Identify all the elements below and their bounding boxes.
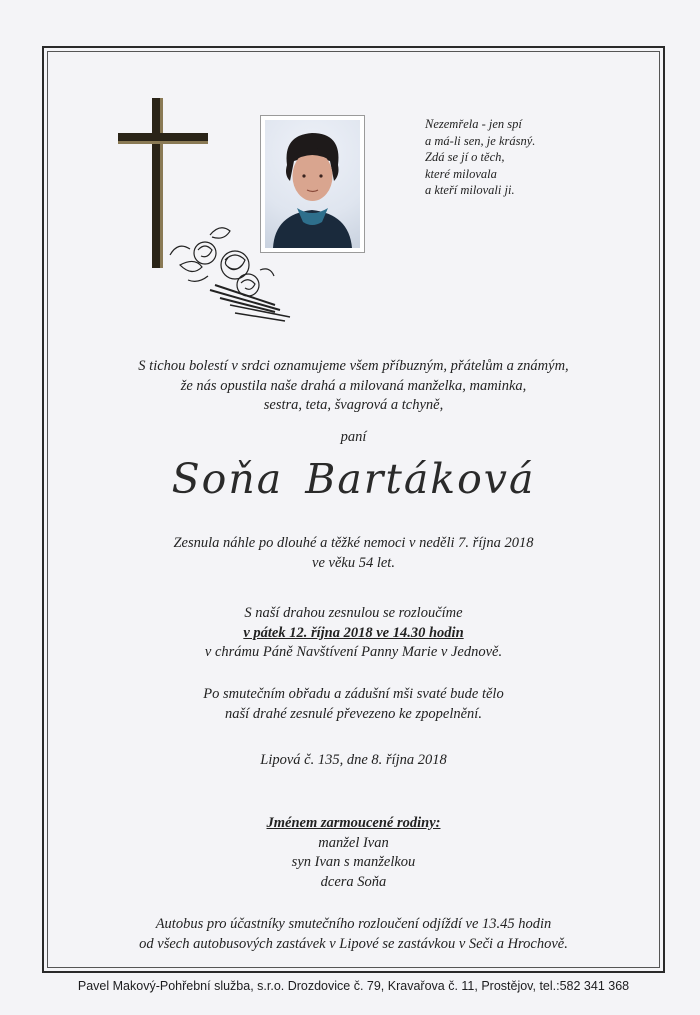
- poem-line: a má-li sen, je krásný.: [425, 133, 536, 148]
- family-member: manžel Ivan: [318, 834, 389, 851]
- poem-line: Zdá se jí o těch,: [425, 150, 505, 164]
- bus-notice-line: Autobus pro účastníky smutečního rozloučení odjíždí ve 13.45 hodin: [155, 916, 552, 932]
- family-member: dcera Soňa: [320, 873, 387, 890]
- poem-line: Nezemřela - jen spí: [425, 117, 522, 131]
- bus-notice: [47, 915, 660, 954]
- announcement-line: sestra, teta, švagrová a tchyně,: [263, 397, 444, 413]
- place-date: Lipová č. 135, dne 8. října 2018: [260, 752, 447, 768]
- farewell: [47, 604, 660, 663]
- announcement: [47, 357, 660, 416]
- farewell-place: v chrámu Páně Navštívení Panny Marie v Jednově.: [204, 644, 503, 660]
- bus-notice-line: od všech autobusových zastávek v Lipové se zastávkou v Seči a Hrochově.: [139, 935, 568, 952]
- announcement-line: že nás opustila naše drahá a milovaná manželka, maminka,: [180, 377, 527, 394]
- poem-line: a kteří milovali ji.: [425, 183, 515, 197]
- family-member: syn Ivan s manželkou: [291, 854, 416, 870]
- death-info: [47, 534, 660, 573]
- deceased-last-name: Bartáková: [305, 455, 536, 503]
- family: [47, 814, 660, 892]
- cremation-line: Po smutečním obřadu a zádušní mši svaté bude tělo: [203, 686, 504, 702]
- funeral-service-footer: Pavel Makový-Pohřební služba, s.r.o. Drozdovice č. 79, Kravařova č. 11, Prostějov, tel.:582 341 368: [77, 979, 630, 993]
- cremation-line: naší drahé zesnulé převezeno ke zpopelnění.: [225, 705, 482, 722]
- portrait-photo: [260, 115, 365, 253]
- deceased-name: [47, 455, 660, 503]
- family-heading: Jménem zarmoucené rodiny:: [266, 815, 441, 831]
- farewell-intro: S naší drahou zesnulou se rozloučíme: [244, 605, 463, 621]
- poem: [425, 116, 605, 199]
- farewell-datetime: v pátek 12. října 2018 ve 14.30 hodin: [243, 624, 464, 641]
- cremation-notice: [47, 685, 660, 724]
- announcement-line: S tichou bolestí v srdci oznamujeme všem příbuzným, přátelům a známým,: [138, 358, 569, 374]
- death-info-line: Zesnula náhle po dlouhé a těžké nemoci v neděli 7. října 2018: [173, 535, 534, 551]
- poem-line: které milovala: [425, 166, 497, 181]
- deceased-first-name: Soňa: [171, 455, 284, 503]
- title-word: paní: [340, 429, 367, 445]
- death-info-line: ve věku 54 let.: [312, 554, 395, 571]
- cross-icon: [118, 98, 208, 268]
- portrait-figure: [265, 120, 360, 248]
